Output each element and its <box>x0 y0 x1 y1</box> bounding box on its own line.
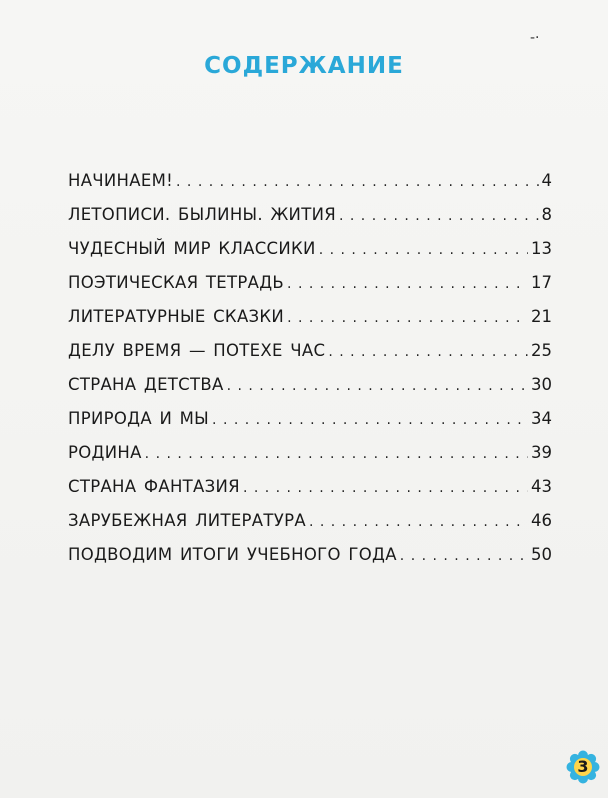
toc-entry[interactable] <box>68 504 552 538</box>
table-of-contents <box>68 164 552 572</box>
toc-leader-dots <box>309 505 528 539</box>
toc-entry-title: ЛЕТОПИСИ. БЫЛИНЫ. ЖИТИЯ <box>68 205 336 224</box>
toc-entry-page: 43 <box>531 477 552 496</box>
toc-entry-title: СТРАНА ДЕТСТВА <box>68 375 224 394</box>
toc-entry-title: ДЕЛУ ВРЕМЯ — ПОТЕХЕ ЧАС <box>68 341 326 360</box>
toc-leader-dots <box>227 369 528 403</box>
toc-leader-dots <box>145 437 528 471</box>
toc-entry-title: ЛИТЕРАТУРНЫЕ СКАЗКИ <box>68 307 285 326</box>
toc-leader-dots <box>287 301 528 335</box>
toc-entry[interactable] <box>68 266 552 300</box>
toc-entry[interactable] <box>68 334 552 368</box>
toc-entry[interactable] <box>68 368 552 402</box>
toc-entry-title: СТРАНА ФАНТАЗИЯ <box>68 477 240 496</box>
toc-entry-page: 50 <box>531 545 552 564</box>
toc-entry-page: 46 <box>531 511 552 530</box>
page-number: 3 <box>577 757 589 776</box>
toc-leader-dots <box>328 335 528 369</box>
toc-entry[interactable] <box>68 164 552 198</box>
toc-entry-page: 30 <box>531 375 552 394</box>
toc-leader-dots <box>400 539 528 573</box>
toc-entry-page: 34 <box>531 409 552 428</box>
toc-entry-title: ПРИРОДА И МЫ <box>68 409 210 428</box>
toc-entry-title: ЗАРУБЕЖНАЯ ЛИТЕРАТУРА <box>68 511 306 530</box>
toc-entry[interactable] <box>68 538 552 572</box>
toc-leader-dots <box>243 471 528 505</box>
toc-leader-dots <box>287 267 528 301</box>
toc-entry-page: 13 <box>531 239 552 258</box>
toc-leader-dots <box>339 199 539 233</box>
toc-entry[interactable] <box>68 198 552 232</box>
toc-entry-page: 17 <box>531 273 552 292</box>
toc-entry-title: ЧУДЕСНЫЙ МИР КЛАССИКИ <box>68 239 316 258</box>
toc-entry-page: 4 <box>541 171 552 190</box>
toc-entry-title: ПОДВОДИМ ИТОГИ УЧЕБНОГО ГОДА <box>68 545 397 564</box>
toc-entry[interactable] <box>68 300 552 334</box>
scan-mark: -· <box>530 30 540 46</box>
toc-entry-title: РОДИНА <box>68 443 142 462</box>
toc-entry-page: 21 <box>531 307 552 326</box>
page-title: СОДЕРЖАНИЕ <box>204 53 404 80</box>
toc-entry[interactable] <box>68 436 552 470</box>
toc-leader-dots <box>319 233 528 267</box>
toc-entry-title: НАЧИНАЕМ! <box>68 171 174 190</box>
toc-entry-title: ПОЭТИЧЕСКАЯ ТЕТРАДЬ <box>68 273 285 292</box>
toc-entry[interactable] <box>68 232 552 266</box>
toc-entry-page: 8 <box>541 205 552 224</box>
toc-leader-dots <box>212 403 528 437</box>
toc-entry[interactable] <box>68 402 552 436</box>
toc-entry[interactable] <box>68 470 552 504</box>
page-number-badge <box>566 750 600 784</box>
toc-entry-page: 39 <box>531 443 552 462</box>
toc-leader-dots <box>176 165 538 199</box>
toc-entry-page: 25 <box>531 341 552 360</box>
